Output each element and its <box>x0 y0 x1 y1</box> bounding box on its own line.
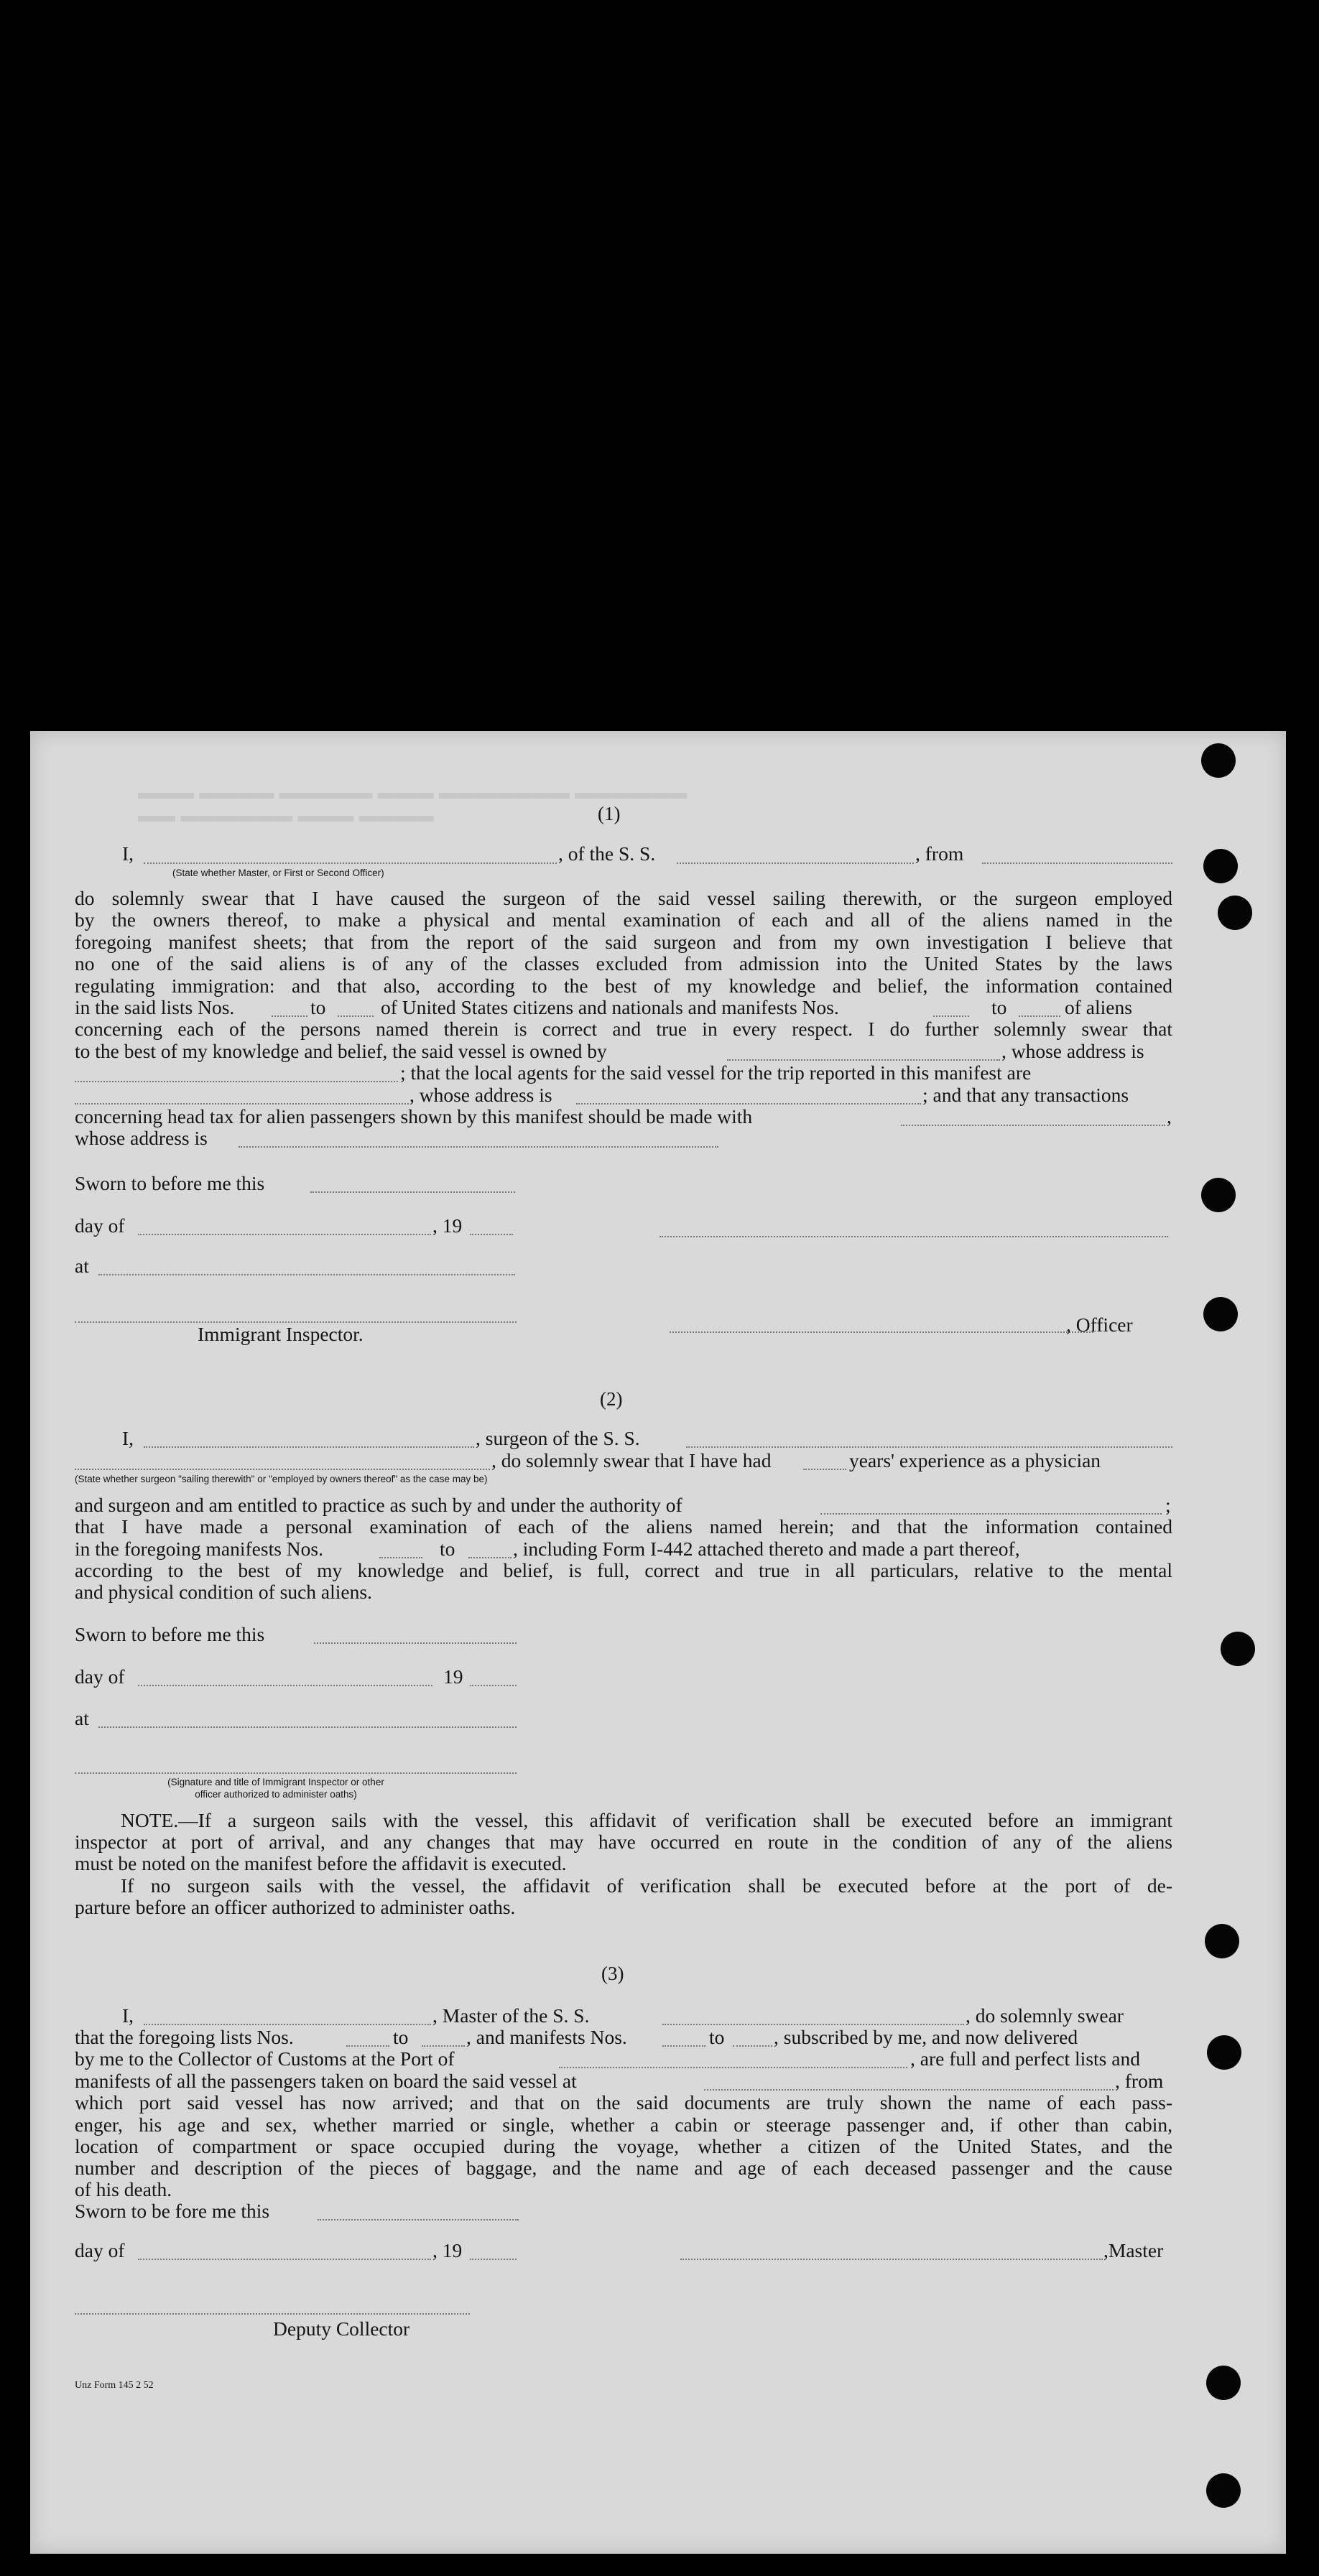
section-2-number: (2) <box>600 1388 623 1410</box>
month-field[interactable] <box>138 1685 432 1686</box>
agents-field[interactable] <box>75 1103 409 1105</box>
lists-label: in the said lists Nos. <box>75 996 235 1018</box>
to-label: to <box>440 1538 455 1560</box>
officer-signature-field[interactable] <box>660 1236 1168 1237</box>
bleed-through-marks: ▬▬▬ ▬▬▬▬ ▬▬▬▬▬ ▬▬▬ ▬▬▬▬▬▬▬ ▬▬▬▬▬▬ <box>138 781 688 803</box>
year-prefix: , 19 <box>432 2239 463 2261</box>
deputy-collector-label: Deputy Collector <box>273 2317 410 2340</box>
inspector-label: Immigrant Inspector. <box>198 1323 364 1345</box>
form-sheet <box>30 731 1286 2554</box>
manifests-label: in the foregoing manifests Nos. <box>75 1538 323 1560</box>
manifests-to-field[interactable] <box>1019 1015 1060 1017</box>
year-prefix: , 19 <box>432 1214 463 1237</box>
note-line: inspector at port of arrival, and any changes that may have occurred en route in the condition of any of the aliens <box>75 1831 1172 1853</box>
day-of-label: day of <box>75 1665 125 1688</box>
sworn-label: Sworn to before me this <box>75 1172 265 1194</box>
from-label: , from <box>915 842 964 865</box>
manifests-to-field[interactable] <box>733 2045 772 2047</box>
of-ss-label: , of the S. S. <box>558 842 656 865</box>
head-tax-address-field[interactable] <box>239 1146 718 1148</box>
delivered-label: , subscribed by me, and now delivered <box>774 2026 1078 2048</box>
lists-from-field[interactable] <box>272 1015 307 1017</box>
punch-hole <box>1221 1632 1255 1666</box>
punch-hole <box>1203 849 1238 883</box>
manifests-label: , and manifests Nos. <box>466 2026 627 2048</box>
citizens-label: of United States citizens and nationals and manifests Nos. <box>381 996 839 1018</box>
whose-address-label: , whose address is <box>409 1084 552 1106</box>
sworn-label: Sworn to before me this <box>75 1623 265 1645</box>
port-label: by me to the Collector of Customs at the Port of <box>75 2047 455 2070</box>
year-prefix: 19 <box>443 1665 463 1688</box>
surgeon-name-field[interactable] <box>144 1446 474 1448</box>
port-field[interactable] <box>559 2067 907 2068</box>
punch-hole <box>1207 2035 1241 2070</box>
years-field[interactable] <box>803 1469 846 1470</box>
oath-line: concerning each of the persons named therein is correct and true in every respect. I do further solemnly swear that <box>75 1018 1172 1040</box>
at-label: at <box>75 1255 89 1277</box>
authority-field[interactable] <box>820 1513 1162 1515</box>
swear-had-label: , do solemnly swear that I have had <box>491 1449 772 1471</box>
oath-line: by the owners thereof, to make a physical and mental examination of each and all of the aliens named in the <box>75 908 1172 931</box>
note-line: If no surgeon sails with the vessel, the affidavit of verification shall be executed before at the port of de- <box>121 1874 1172 1897</box>
oath-line: location of compartment or space occupied during the voyage, whether a citizen of the United States, and the <box>75 2135 1172 2157</box>
month-field[interactable] <box>138 2259 431 2260</box>
master-label: ,Master <box>1103 2239 1164 2261</box>
lists-from-field[interactable] <box>346 2045 389 2047</box>
punch-hole <box>1206 2366 1241 2400</box>
oath-line: number and description of the pieces of baggage, and the name and age of each deceased passenger and the cause <box>75 2157 1172 2179</box>
officer-label: , Officer <box>1066 1313 1133 1336</box>
manifests-to-field[interactable] <box>468 1557 512 1558</box>
master-of-label: , Master of the S. S. <box>432 2004 590 2027</box>
embark-port-field[interactable] <box>704 2089 1114 2091</box>
vessel-at-label: manifests of all the passengers taken on board the said vessel at <box>75 2070 577 2092</box>
bleed-through-marks: ▬▬ ▬▬▬▬▬▬ ▬▬▬ ▬▬▬▬ <box>138 804 434 826</box>
section-3-number: (3) <box>601 1963 624 1984</box>
day-of-label: day of <box>75 2239 125 2261</box>
oath-line: regulating immigration: and that also, according to the best of my knowledge and belief, the information contained <box>75 975 1172 997</box>
head-tax-agent-field[interactable] <box>901 1125 1165 1126</box>
master-signature-field[interactable] <box>680 2259 1103 2260</box>
master-vessel-field[interactable] <box>662 2024 964 2025</box>
inspector-signature-field[interactable] <box>75 1772 517 1774</box>
oath-line: which port said vessel has now arrived; and that on the said documents are truly shown the name of each pass- <box>75 2091 1172 2114</box>
of-aliens-label: of aliens <box>1065 996 1132 1018</box>
oath-line: foregoing manifest sheets; that from the report of the said surgeon and from my own investigation I believe that <box>75 931 1172 953</box>
punch-hole <box>1218 896 1252 930</box>
master-hint: (State whether Master, or First or Second Officer) <box>172 868 384 878</box>
to-label: to <box>393 2026 409 2048</box>
sworn-date-field[interactable] <box>310 1191 515 1193</box>
manifests-from-field[interactable] <box>933 1015 969 1017</box>
officer-name-field[interactable] <box>144 862 557 864</box>
surgeon-status-field[interactable] <box>75 1469 490 1470</box>
i-label: I, <box>122 1427 134 1449</box>
year-field[interactable] <box>470 2259 517 2260</box>
agents-address-field[interactable] <box>576 1103 921 1105</box>
year-field[interactable] <box>470 1685 517 1686</box>
note-line: NOTE.—If a surgeon sails with the vessel, this affidavit of verification shall be executed before an immigrant <box>121 1809 1172 1831</box>
manifests-from-field[interactable] <box>662 2045 705 2047</box>
i-label: I, <box>122 2004 134 2027</box>
at-place-field[interactable] <box>98 1274 515 1275</box>
collector-signature-field[interactable] <box>75 2313 470 2315</box>
at-place-field[interactable] <box>98 1726 517 1728</box>
signature-hint: (Signature and title of Immigrant Inspector or other <box>167 1777 384 1787</box>
manifests-from-field[interactable] <box>379 1557 422 1558</box>
whose-address-label: whose address is <box>75 1127 208 1149</box>
punch-hole <box>1205 1924 1239 1958</box>
note-line: must be noted on the manifest before the affidavit is executed. <box>75 1852 567 1874</box>
oath-line: no one of the said aliens is of any of the classes excluded from admission into the United States by the laws <box>75 952 1172 975</box>
at-label: at <box>75 1707 89 1729</box>
owned-by-label: to the best of my knowledge and belief, the said vessel is owned by <box>75 1040 607 1062</box>
note-line: parture before an officer authorized to administer oaths. <box>75 1896 516 1918</box>
oath-line: enger, his age and sex, whether married or single, whether a cabin or steerage passenger and, if other than cabin, <box>75 2114 1172 2136</box>
form-i442-label: , including Form I-442 attached thereto and made a part thereof, <box>513 1538 1020 1560</box>
years-label: years' experience as a physician <box>849 1449 1101 1471</box>
head-tax-label: concerning head tax for alien passengers shown by this manifest should be made with <box>75 1105 753 1127</box>
punch-hole <box>1201 743 1236 778</box>
local-agents-label: ; that the local agents for the said vessel for the trip reported in this manifest are <box>400 1061 1032 1084</box>
oath-line: that I have made a personal examination of each of the aliens named herein; and that the information contained <box>75 1515 1172 1538</box>
transactions-label: ; and that any transactions <box>922 1084 1129 1106</box>
surgeon-vessel-field[interactable] <box>686 1446 1172 1448</box>
oath-line: and physical condition of such aliens. <box>75 1581 372 1603</box>
sworn-date-field[interactable] <box>318 2219 519 2221</box>
punch-hole <box>1201 1178 1236 1212</box>
lists-to-field[interactable] <box>338 1015 374 1017</box>
officer-title-field[interactable] <box>670 1331 1093 1333</box>
oath-line: do solemnly swear that I have caused the surgeon of the said vessel sailing therewith, or the surgeon employed <box>75 887 1172 909</box>
owner-field[interactable] <box>727 1059 1000 1061</box>
lists-label: that the foregoing lists Nos. <box>75 2026 294 2048</box>
signature-hint: officer authorized to administer oaths) <box>195 1789 357 1800</box>
sworn-label: Sworn to be fore me this <box>75 2200 270 2222</box>
master-name-field[interactable] <box>144 2024 431 2025</box>
punch-hole <box>1206 2473 1241 2508</box>
to-label: to <box>709 2026 725 2048</box>
i-label: I, <box>122 842 134 865</box>
semicolon: ; <box>1165 1494 1171 1516</box>
punch-hole <box>1203 1297 1238 1331</box>
surgeon-hint: (State whether surgeon "sailing therewith" or "employed by owners thereof" as the case may be) <box>75 1474 488 1484</box>
swear-label: , do solemnly swear <box>966 2004 1124 2027</box>
comma: , <box>1167 1105 1172 1127</box>
authority-label: and surgeon and am entitled to practice as such by and under the authority of <box>75 1494 682 1516</box>
form-id: Unz Form 145 2 52 <box>75 2380 154 2391</box>
surgeon-of-label: , surgeon of the S. S. <box>476 1427 640 1449</box>
to-label: to <box>310 996 326 1018</box>
sworn-date-field[interactable] <box>314 1642 517 1644</box>
lists-to-field[interactable] <box>422 2045 465 2047</box>
full-lists-label: , are full and perfect lists and <box>910 2047 1140 2070</box>
oath-line: according to the best of my knowledge and belief, is full, correct and true in all particulars, relative to the mental <box>75 1559 1172 1581</box>
from-port-field[interactable] <box>982 862 1172 864</box>
whose-address-label: , whose address is <box>1001 1040 1144 1062</box>
from-label: , from <box>1115 2070 1164 2092</box>
oath-line: of his death. <box>75 2178 172 2200</box>
owner-address-field[interactable] <box>75 1081 398 1082</box>
section-1-number: (1) <box>598 803 621 824</box>
day-of-label: day of <box>75 1214 125 1237</box>
year-field[interactable] <box>470 1234 513 1235</box>
vessel-name-field[interactable] <box>677 862 914 864</box>
month-field[interactable] <box>138 1234 431 1235</box>
to-label: to <box>991 996 1007 1018</box>
